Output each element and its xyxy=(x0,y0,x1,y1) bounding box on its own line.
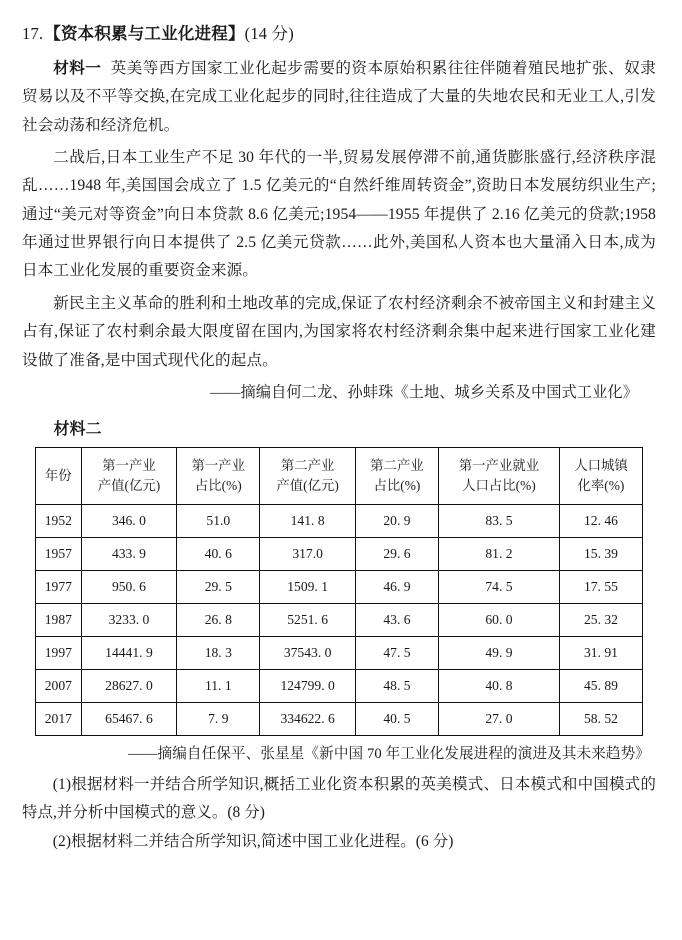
sub-question-1: (1)根据材料一并结合所学知识,概括工业化资本积累的英美模式、日本模式和中国模式的特点,并分析中国模式的意义。(8 分) xyxy=(22,776,656,821)
th-urbanization xyxy=(559,448,642,505)
cell-year: 2007 xyxy=(36,670,82,703)
table-row xyxy=(36,637,643,670)
cell-year: 1957 xyxy=(36,538,82,571)
th-secondary-output-line2: 产值(亿元) xyxy=(276,478,339,494)
material-one-paragraph-2: 二战后,日本工业生产不足 30 年代的一半,贸易发展停滞不前,通货膨胀盛行,经济秩序混乱……1948 年,美国国会成立了 1.5 亿美元的“自然纤维周转资金”,资助日本发展纺织业生产;通过“美元对等资金”向日本贷款 8.6 亿美元;1954——1955 年提供了 2.16 亿美元的贷款;1958 年通过世界银行向日本提供了 2.5 亿美元贷款……此外,美国私人资本也大量涌入日本,成为日本工业化发展的重要资金来源。 xyxy=(22,148,656,280)
cell-urbanization: 58. 52 xyxy=(559,703,642,736)
cell-primary-output: 433. 9 xyxy=(81,538,177,571)
cell-urbanization: 31. 91 xyxy=(559,637,642,670)
cell-secondary-share: 29. 6 xyxy=(355,538,438,571)
th-secondary-output-line1: 第二产业 xyxy=(280,458,335,474)
th-primary-output-line2: 产值(亿元) xyxy=(97,478,161,494)
cell-secondary-share: 20. 9 xyxy=(355,505,438,538)
question-heading xyxy=(22,22,656,47)
question-number: 17. xyxy=(22,24,44,43)
material-one-source: ——摘编自何二龙、孙蚌珠《土地、城乡关系及中国式工业化》 xyxy=(209,383,638,401)
cell-primary-share: 26. 8 xyxy=(177,604,260,637)
th-primary-share xyxy=(177,448,260,505)
material-two-label: 材料二 xyxy=(53,421,102,439)
cell-secondary-output: 124799. 0 xyxy=(260,670,356,703)
material-one-text-1: 英美等西方国家工业化起步需要的资本原始积累往往伴随着殖民地扩张、奴隶贸易以及不平等交换,在完成工业化起步的同时,往往造成了大量的失地农民和无业工人,引发社会动荡和经济危机。 xyxy=(22,59,657,134)
cell-secondary-output: 5251. 6 xyxy=(260,604,356,637)
cell-primary-output: 3233. 0 xyxy=(81,604,177,637)
material-one-paragraph-1 xyxy=(22,55,656,140)
cell-year: 1952 xyxy=(36,505,82,538)
question-points: (14 分) xyxy=(244,24,294,43)
cell-primary-share: 7. 9 xyxy=(177,703,260,736)
th-secondary-share xyxy=(355,448,438,505)
th-urbanization-line2: 化率(%) xyxy=(577,478,625,494)
cell-urbanization: 15. 39 xyxy=(559,538,642,571)
cell-secondary-output: 317.0 xyxy=(260,538,356,571)
cell-primary-employment: 60. 0 xyxy=(438,604,559,637)
table-row xyxy=(36,670,643,703)
cell-primary-share: 51.0 xyxy=(177,505,260,538)
cell-secondary-share: 43. 6 xyxy=(355,604,438,637)
th-primary-share-line1: 第一产业 xyxy=(191,458,246,474)
cell-urbanization: 25. 32 xyxy=(559,604,642,637)
cell-secondary-share: 48. 5 xyxy=(355,670,438,703)
cell-secondary-output: 37543. 0 xyxy=(260,637,356,670)
cell-secondary-share: 47. 5 xyxy=(355,637,438,670)
cell-secondary-share: 40. 5 xyxy=(355,703,438,736)
cell-primary-employment: 27. 0 xyxy=(438,703,559,736)
cell-primary-output: 28627. 0 xyxy=(81,670,177,703)
cell-primary-share: 11. 1 xyxy=(177,670,260,703)
cell-primary-output: 65467. 6 xyxy=(81,703,177,736)
cell-primary-employment: 74. 5 xyxy=(438,571,559,604)
bracket-open: 【 xyxy=(44,24,61,43)
table-row xyxy=(36,505,643,538)
th-secondary-share-line1: 第二产业 xyxy=(370,458,424,474)
material-two-source: ——摘编自任保平、张星星《新中国 70 年工业化发展进程的演进及其未来趋势》 xyxy=(128,746,650,763)
cell-year: 1977 xyxy=(36,571,82,604)
cell-year: 2017 xyxy=(36,703,82,736)
cell-secondary-output: 1509. 1 xyxy=(260,571,356,604)
th-primary-output-line1: 第一产业 xyxy=(102,458,156,474)
cell-primary-output: 14441. 9 xyxy=(81,637,177,670)
bracket-close: 】 xyxy=(227,24,245,43)
cell-primary-employment: 81. 2 xyxy=(438,538,559,571)
cell-year: 1987 xyxy=(36,604,82,637)
th-primary-employment-line2: 人口占比(%) xyxy=(462,478,536,494)
th-urbanization-line1: 人口城镇 xyxy=(574,458,628,474)
cell-secondary-output: 141. 8 xyxy=(260,505,356,538)
th-secondary-output xyxy=(260,448,356,505)
th-primary-employment xyxy=(438,448,559,505)
sub-question-2: (2)根据材料二并结合所学知识,简述中国工业化进程。(6 分) xyxy=(52,833,454,851)
th-primary-share-line2: 占比(%) xyxy=(194,478,242,494)
th-primary-output xyxy=(81,448,177,505)
table-body xyxy=(36,505,643,736)
cell-year: 1997 xyxy=(36,637,82,670)
material-one-label: 材料一 xyxy=(53,59,102,77)
material-one-paragraph-3: 新民主主义革命的胜利和土地改革的完成,保证了农村经济剩余不被帝国主义和封建主义占有,保证了农村剩余最大限度留在国内,为国家将农村经济剩余集中起来进行国家工业化建设做了准备,是中国式现代化的起点。 xyxy=(22,294,656,369)
cell-primary-share: 40. 6 xyxy=(177,538,260,571)
table-row xyxy=(36,604,643,637)
question-title: 资本积累与工业化进程 xyxy=(60,24,228,43)
th-year-line1: 年份 xyxy=(44,468,72,484)
table-row xyxy=(36,538,643,571)
cell-primary-output: 346. 0 xyxy=(81,505,177,538)
cell-primary-share: 29. 5 xyxy=(177,571,260,604)
cell-primary-employment: 40. 8 xyxy=(438,670,559,703)
cell-primary-output: 950. 6 xyxy=(81,571,177,604)
table-header-row xyxy=(36,448,643,505)
cell-primary-employment: 49. 9 xyxy=(438,637,559,670)
table-row xyxy=(36,703,643,736)
cell-secondary-share: 46. 9 xyxy=(355,571,438,604)
table-header xyxy=(36,448,643,505)
th-year xyxy=(36,448,82,505)
th-primary-employment-line1: 第一产业就业 xyxy=(458,458,540,474)
cell-primary-share: 18. 3 xyxy=(177,637,260,670)
cell-primary-employment: 83. 5 xyxy=(438,505,559,538)
table-row xyxy=(36,571,643,604)
cell-urbanization: 12. 46 xyxy=(559,505,642,538)
cell-urbanization: 45. 89 xyxy=(559,670,642,703)
cell-urbanization: 17. 55 xyxy=(559,571,642,604)
th-secondary-share-line2: 占比(%) xyxy=(373,478,421,494)
industrialization-data-table xyxy=(35,447,643,736)
cell-secondary-output: 334622. 6 xyxy=(260,703,356,736)
